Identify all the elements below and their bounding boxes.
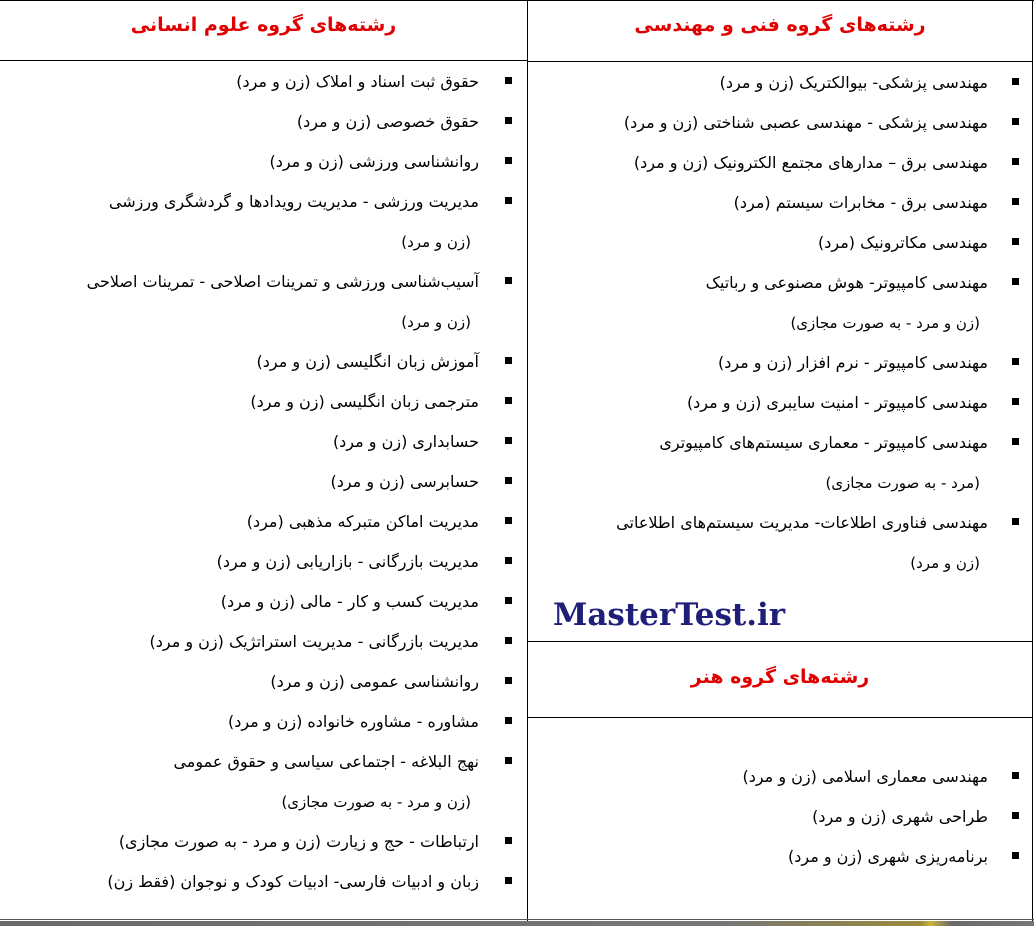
list-item (540, 837, 1026, 877)
list-item-text: روانشناسی ورزشی (زن و مرد) (269, 152, 479, 171)
list-item (0, 702, 521, 742)
list-item (540, 343, 1026, 383)
list-item (0, 62, 521, 102)
list-item (0, 422, 521, 462)
header-divider-right (527, 61, 1033, 62)
list-item (540, 263, 1026, 343)
list-item (540, 757, 1026, 797)
list-item (540, 63, 1026, 103)
list-item-text: زبان و ادبیات فارسی- ادبیات کودک و نوجوان (فقط زن) (107, 872, 479, 891)
list-item (540, 503, 1026, 583)
list-item-text: مهندسی فناوری اطلاعات- مدیریت سیستم‌های اطلاعاتی (616, 513, 988, 532)
list-item (540, 103, 1026, 143)
list-item (0, 102, 521, 142)
list-item (540, 223, 1026, 263)
list-item (540, 183, 1026, 223)
list-item-text: برنامه‌ریزی شهری (زن و مرد) (788, 847, 988, 866)
humanities-major-list (0, 62, 521, 902)
art-major-list (540, 757, 1026, 877)
list-item-text: مهندسی کامپیوتر - امنیت سایبری (زن و مرد) (686, 393, 988, 412)
list-item-text: ارتباطات - حج و زیارت (زن و مرد - به صورت مجازی) (118, 832, 479, 851)
art-section-header-divider (527, 717, 1033, 718)
list-item-text-continued: (زن و مرد - به صورت مجازی) (790, 314, 980, 332)
list-item-text: مهندسی کامپیوتر- هوش مصنوعی و رباتیک (705, 273, 988, 292)
list-item-text: مهندسی پزشکی- بیوالکتریک (زن و مرد) (719, 73, 988, 92)
list-item (0, 382, 521, 422)
list-item (0, 182, 521, 262)
list-item (540, 797, 1026, 837)
list-item (0, 622, 521, 662)
list-item-text: مهندسی معماری اسلامی (زن و مرد) (742, 767, 988, 786)
list-item (0, 862, 521, 902)
list-item-text: مشاوره - مشاوره خانواده (زن و مرد) (227, 712, 479, 731)
list-item (0, 662, 521, 702)
art-section-top-border (527, 641, 1033, 642)
list-item-text: مدیریت بازرگانی - مدیریت استراتژیک (زن و مرد) (149, 632, 479, 651)
list-item-text: مترجمی زبان انگلیسی (زن و مرد) (250, 392, 479, 411)
list-item-text: مهندسی مکاترونیک (مرد) (818, 233, 988, 252)
list-item (0, 462, 521, 502)
list-item (0, 342, 521, 382)
art-column-title: رشته‌های گروه هنر (690, 666, 870, 688)
list-item-text: مهندسی برق - مخابرات سیستم (مرد) (733, 193, 988, 212)
list-item-text: مدیریت کسب و کار - مالی (زن و مرد) (220, 592, 479, 611)
list-item-text: نهج البلاغه - اجتماعی سیاسی و حقوق عمومی (173, 752, 479, 771)
list-item-text-continued: (زن و مرد) (401, 313, 471, 331)
list-item-text-continued: (زن و مرد) (910, 554, 980, 572)
list-item-text: مهندسی برق – مدارهای مجتمع الکترونیک (زن و مرد) (633, 153, 988, 172)
list-item-text: مدیریت اماکن متبرکه مذهبی (مرد) (246, 512, 479, 531)
list-item (0, 142, 521, 182)
table-top-border (0, 0, 1034, 1)
list-item-text: مهندسی پزشکی - مهندسی عصبی شناختی (زن و مرد) (623, 113, 988, 132)
list-item-text: حسابرسی (زن و مرد) (330, 472, 479, 491)
watermark-text: MasterTest.ir (553, 597, 786, 633)
list-item (540, 143, 1026, 183)
list-item (0, 742, 521, 822)
list-item-text: حقوق خصوصی (زن و مرد) (296, 112, 479, 131)
list-item (540, 383, 1026, 423)
list-item-text: حسابداری (زن و مرد) (332, 432, 479, 451)
engineering-column-title: رشته‌های گروه فنی و مهندسی (634, 14, 926, 36)
list-item-text: مهندسی کامپیوتر - نرم افزار (زن و مرد) (717, 353, 988, 372)
list-item-text-continued: (زن و مرد) (401, 233, 471, 251)
bottom-window-strip (0, 921, 1034, 926)
list-item (0, 582, 521, 622)
list-item-text: روانشناسی عمومی (زن و مرد) (270, 672, 479, 691)
list-item-text: مدیریت بازرگانی - بازاریابی (زن و مرد) (216, 552, 479, 571)
engineering-major-list (540, 63, 1026, 583)
list-item-text: مدیریت ورزشی - مدیریت رویدادها و گردشگری ورزشی (108, 192, 479, 211)
table-bottom-border (0, 919, 1034, 920)
list-item (0, 502, 521, 542)
list-item-text: طراحی شهری (زن و مرد) (812, 807, 988, 826)
list-item-text: حقوق ثبت اسناد و املاک (زن و مرد) (236, 72, 479, 91)
column-divider (527, 0, 528, 921)
table-right-border (1032, 0, 1033, 921)
list-item (0, 822, 521, 862)
list-item (0, 542, 521, 582)
list-item-text: مهندسی کامپیوتر - معماری سیستم‌های کامپیوتری (659, 433, 988, 452)
list-item-text: آموزش زبان انگلیسی (زن و مرد) (256, 352, 479, 371)
list-item-text: آسیب‌شناسی ورزشی و تمرینات اصلاحی - تمرینات اصلاحی (86, 272, 479, 291)
list-item (540, 423, 1026, 503)
list-item (0, 262, 521, 342)
list-item-text-continued: (زن و مرد - به صورت مجازی) (281, 793, 471, 811)
header-divider-left (0, 60, 527, 61)
humanities-column-title: رشته‌های گروه علوم انسانی (130, 14, 397, 36)
list-item-text-continued: (مرد - به صورت مجازی) (825, 474, 980, 492)
